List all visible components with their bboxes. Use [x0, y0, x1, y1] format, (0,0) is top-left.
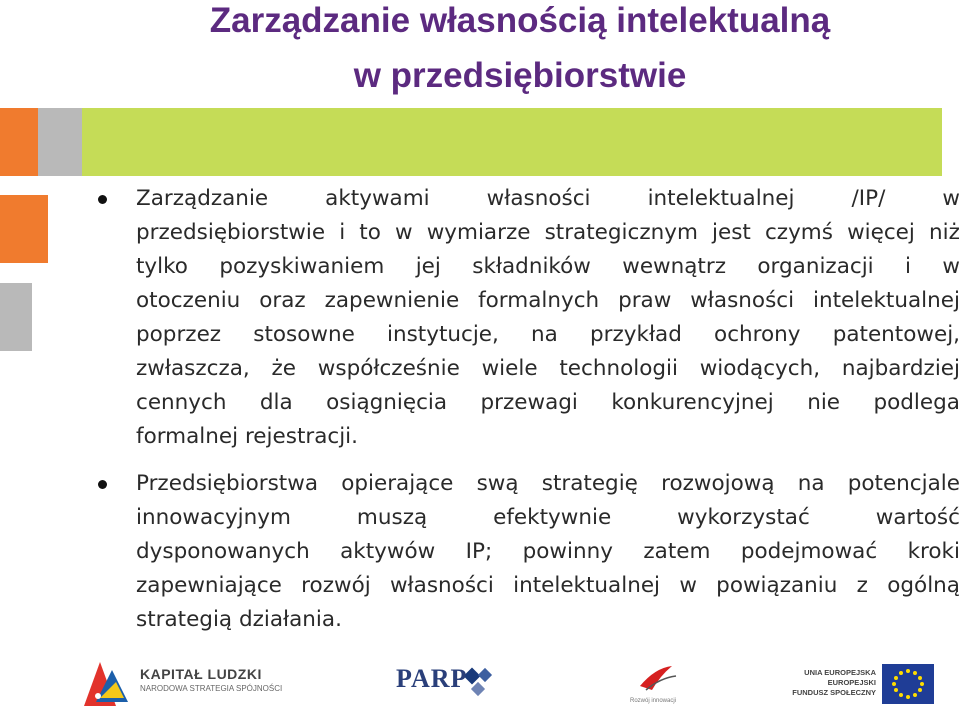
paragraph-line	[136, 535, 960, 569]
word: podlega	[873, 390, 960, 415]
kapital-ludzki-subtitle: NARODOWA STRATEGIA SPÓJNOŚCI	[140, 684, 283, 693]
word: najbardziej	[841, 356, 960, 381]
word: wartość	[875, 505, 960, 530]
paragraph-line	[136, 352, 960, 386]
eu-logo-text	[790, 668, 876, 698]
word: rejestracji.	[238, 424, 358, 449]
word: patentowej,	[832, 322, 960, 347]
word: opierające	[341, 471, 454, 496]
title-green-band	[82, 108, 942, 176]
word: intelektualnej	[812, 288, 960, 313]
word: w	[679, 573, 697, 598]
word: aktywów	[340, 539, 436, 564]
word: osiągnięcia	[326, 390, 448, 415]
kapital-ludzki-emblem-icon	[84, 662, 128, 706]
word: poprzez	[136, 322, 222, 347]
word: stosowne	[253, 322, 355, 347]
decor-orange-block-mid	[0, 195, 48, 263]
word: aktywami	[325, 186, 430, 211]
paragraph-line	[136, 250, 960, 284]
paragraph-line	[136, 603, 960, 637]
word: dla	[259, 390, 293, 415]
word: zwłaszcza,	[136, 356, 250, 381]
word: intelektualnej	[513, 573, 661, 598]
word: własności	[389, 573, 494, 598]
paragraph-line	[136, 569, 960, 603]
word: zapewniające	[136, 573, 282, 598]
word: na	[797, 471, 825, 496]
eu-line2: EUROPEJSKI	[827, 678, 876, 687]
word: rozwojową	[661, 471, 775, 496]
bullet-marker	[98, 195, 107, 204]
word: organizacji	[757, 254, 874, 279]
word: innowacyjnym	[136, 505, 291, 530]
word: zatem	[643, 539, 711, 564]
word: jej	[415, 254, 441, 279]
word: to	[359, 220, 381, 245]
word: ochrony	[714, 322, 801, 347]
word: ogólną	[887, 573, 960, 598]
eu-line3: FUNDUSZ SPOŁECZNY	[792, 688, 876, 697]
word: więcej	[847, 220, 915, 245]
word: muszą	[356, 505, 428, 530]
kapital-ludzki-name: KAPITAŁ LUDZKI	[140, 666, 262, 682]
word: wykorzystać	[677, 505, 810, 530]
paragraph-line	[136, 420, 960, 454]
decor-grey-block-top	[38, 108, 82, 176]
word: składników	[472, 254, 591, 279]
word: powiązaniu	[716, 573, 838, 598]
word: formalnych	[478, 288, 600, 313]
word: że	[271, 356, 297, 381]
kapital-ludzki-logo	[140, 666, 282, 693]
word: rozwój	[301, 573, 371, 598]
word: potencjale	[847, 471, 960, 496]
word: praw	[618, 288, 672, 313]
word: technologii	[559, 356, 678, 381]
page-title-line2: w przedsiębiorstwie	[353, 56, 687, 95]
word: własności	[690, 288, 795, 313]
word: tylko	[136, 254, 188, 279]
word: w	[942, 254, 960, 279]
word: powinny	[522, 539, 613, 564]
word: wiele	[481, 356, 538, 381]
word: nie	[807, 390, 841, 415]
parp-logo-text: PARP	[396, 664, 468, 693]
word: instytucje,	[387, 322, 499, 347]
paragraph-line	[136, 501, 960, 535]
word: otoczeniu	[136, 288, 241, 313]
decor-orange-block-top	[0, 108, 38, 176]
footer-logos	[0, 646, 960, 716]
innovation-bird-icon	[640, 666, 676, 690]
word: strategicznym	[544, 220, 698, 245]
word: /IP/	[851, 186, 886, 211]
word: i	[339, 220, 346, 245]
page-title-line1: Zarządzanie własnością intelektualną	[209, 1, 831, 40]
parp-mark-icon	[464, 668, 493, 697]
word: dysponowanych	[136, 539, 310, 564]
word: cennych	[136, 390, 227, 415]
word: Zarządzanie	[136, 186, 269, 211]
bullet-marker	[98, 480, 107, 489]
paragraph-line	[136, 216, 960, 250]
word: w	[942, 186, 960, 211]
word: i	[905, 254, 912, 279]
paragraph-line	[136, 182, 960, 216]
word: w	[395, 220, 413, 245]
word: intelektualnej	[647, 186, 795, 211]
word: przewagi	[480, 390, 578, 415]
eu-line1: UNIA EUROPEJSKA	[804, 668, 876, 677]
word: efektywnie	[493, 505, 612, 530]
word: wewnątrz	[622, 254, 726, 279]
word: własności	[486, 186, 591, 211]
bullet-paragraph-2	[136, 467, 960, 637]
word: z	[856, 573, 868, 598]
word: IP;	[465, 539, 493, 564]
word: na	[531, 322, 558, 347]
word: przykład	[590, 322, 682, 347]
word: niż	[928, 220, 960, 245]
word: zapewnienie	[324, 288, 460, 313]
word: wiodących,	[699, 356, 821, 381]
paragraph-line	[136, 318, 960, 352]
word: Przedsiębiorstwa	[136, 471, 318, 496]
word: oraz	[259, 288, 306, 313]
bullet-paragraph-1	[136, 182, 960, 454]
word: działania.	[232, 607, 342, 632]
paragraph-line	[136, 284, 960, 318]
eu-flag-icon	[882, 664, 934, 704]
word: przedsiębiorstwie	[136, 220, 326, 245]
word: wymiarze	[426, 220, 531, 245]
paragraph-line	[136, 467, 960, 501]
word: formalnej	[136, 424, 239, 449]
decor-grey-block-low	[0, 283, 32, 351]
word: jest	[712, 220, 751, 245]
word: podejmować	[740, 539, 878, 564]
word: czymś	[764, 220, 833, 245]
word: współcześnie	[317, 356, 460, 381]
word: swą	[476, 471, 519, 496]
paragraph-line	[136, 386, 960, 420]
word: strategię	[541, 471, 638, 496]
word: konkurencyjnej	[611, 390, 774, 415]
word: strategią	[136, 607, 233, 632]
word: pozyskiwaniem	[219, 254, 385, 279]
middle-logo-caption: Rozwój innowacji	[630, 698, 677, 704]
word: kroki	[907, 539, 960, 564]
